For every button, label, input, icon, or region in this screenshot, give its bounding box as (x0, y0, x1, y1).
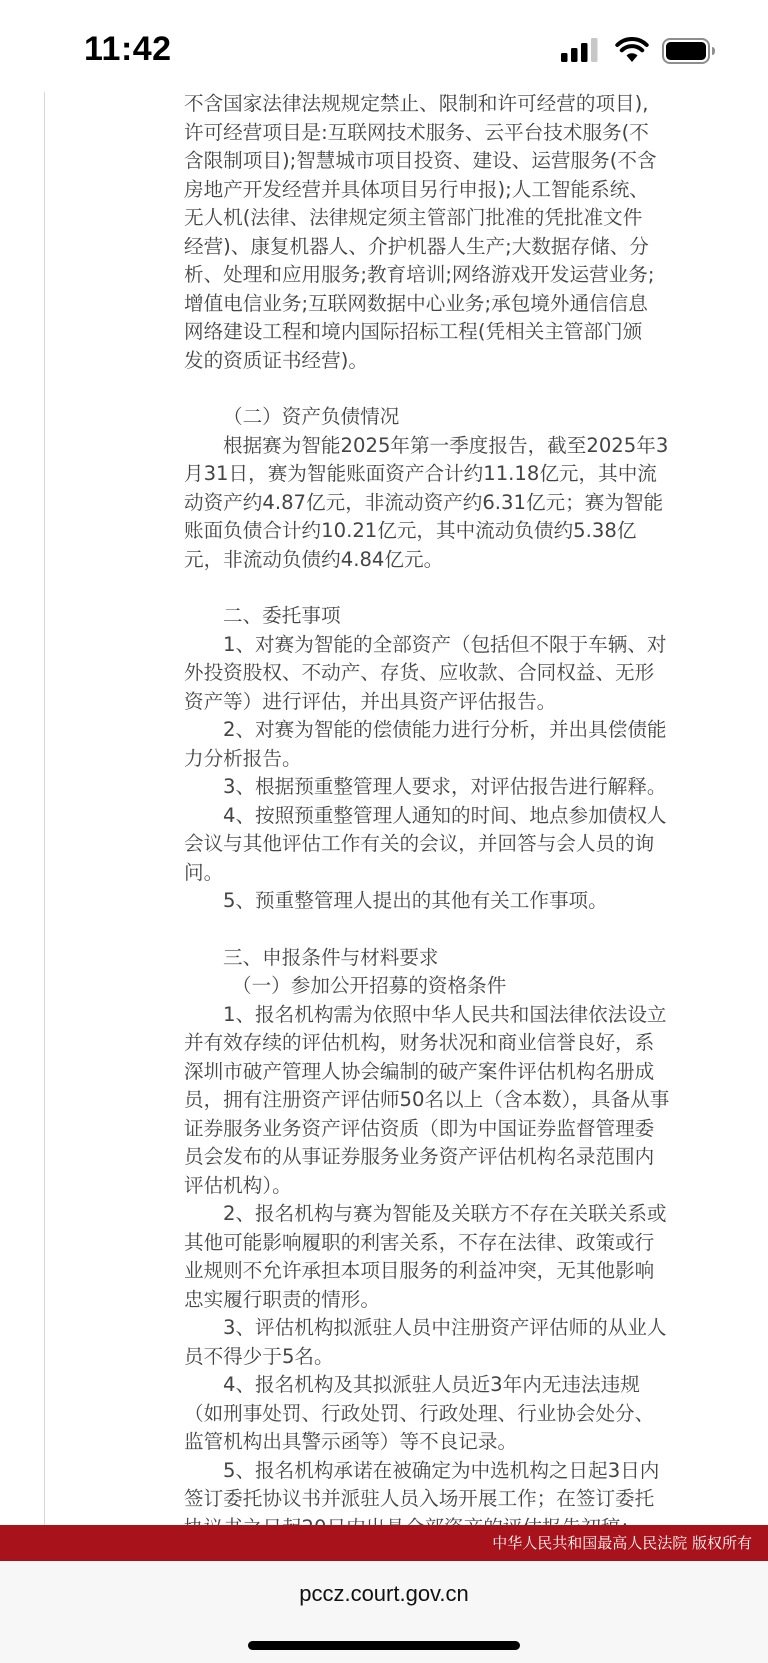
section3-item: 2、报名机构与赛为智能及关联方不存在关联关系或其他可能影响履职的利害关系，不存在法律、政策或行业规则不允许承担本项目服务的利益冲突，无其他影响忠实履行职责的情形。 (184, 1202, 667, 1311)
text-line: 房地产开发经营并具体项目另行申报);人工智能系统、 (184, 177, 649, 201)
section2-item: 5、预重整管理人提出的其他有关工作事项。 (223, 889, 608, 912)
assets-heading: （二）资产负债情况 (223, 405, 400, 428)
text-line: 许可经营项目是:互联网技术服务、云平台技术服务(不 (184, 120, 649, 144)
section2-item: 1、对赛为智能的全部资产（包括但不限于车辆、对外投资股权、不动产、存货、应收款、合同权益、无形资产等）进行评估，并出具资产评估报告。 (184, 632, 667, 713)
text-line: 增值电信业务;互联网数据中心业务;承包境外通信信息 (184, 291, 648, 315)
copyright-text: 中华人民共和国最高人民法院 版权所有 (492, 1534, 752, 1552)
assets-paragraph: 根据赛为智能2025年第一季度报告，截至2025年3月31日，赛为智能账面资产合计约11.18亿元，其中流动资产约4.87亿元，非流动资产约6.31亿元；赛为智能账面负债合计约10.21亿元，其中流动负债约5.38亿元，非流动负债约4.84亿元。 (184, 433, 669, 571)
browser-address-bar[interactable] (0, 1561, 768, 1663)
section3-heading: 三、申报条件与材料要求 (223, 945, 439, 969)
text-line: 析、处理和应用服务;教育培训;网络游戏开发运营业务; (184, 263, 655, 286)
cellular-signal-icon (561, 38, 601, 62)
section3-item: 1、报名机构需为依照中华人民共和国法律依法设立并有效存续的评估机构，财务状况和商业信誉良好，系深圳市破产管理人协会编制的破产案件评估机构名册成员，拥有注册资产评估师50名以上（含本数），具备从事证券服务业务资产评估资质（即为中国证券监督管理委员会发布的从事证券服务业务资产评估机构名录范围内评估机构）。 (184, 1002, 670, 1197)
business-scope-paragraph (184, 90, 670, 375)
text-line: 经营)、康复机器人、介护机器人生产;大数据存储、分 (184, 234, 649, 258)
section2-item: 4、按照预重整管理人通知的时间、地点参加债权人会议与其他评估工作有关的会议，并回答与会人员的询问。 (184, 803, 667, 884)
section2-heading: 二、委托事项 (223, 604, 341, 627)
battery-icon (662, 38, 716, 64)
home-indicator[interactable] (248, 1641, 520, 1650)
left-border-line (44, 92, 45, 1525)
section3-item: 4、报名机构及其拟派驻人员近3年内无违法违规（如刑事处罚、行政处罚、行政处理、行业协会处分、监管机构出具警示函等）等不良记录。 (184, 1373, 655, 1453)
section3-sub-heading: （一）参加公开招募的资格条件 (232, 974, 507, 997)
text-line: 无人机(法律、法律规定须主管部门批准的凭批准文件 (184, 206, 643, 229)
status-bar (0, 0, 768, 92)
section2-item: 3、根据预重整管理人要求，对评估报告进行解释。 (223, 775, 667, 798)
site-footer-bar (0, 1525, 768, 1561)
page-url[interactable]: pccz.court.gov.cn (299, 1581, 469, 1606)
section3-item: 3、评估机构拟派驻人员中注册资产评估师的从业人员不得少于5名。 (184, 1316, 667, 1368)
text-line: 网络建设工程和境内国际招标工程(凭相关主管部门颁 (184, 320, 643, 343)
section2-item: 2、对赛为智能的偿债能力进行分析，并出具偿债能力分析报告。 (184, 718, 667, 770)
wifi-icon (615, 37, 649, 63)
announcement-document (184, 90, 670, 1542)
text-line: 发的资质证书经营)。 (184, 348, 368, 372)
status-time: 11:42 (84, 30, 172, 68)
text-line: 不含国家法律法规规定禁止、限制和许可经营的项目), (184, 92, 649, 115)
text-line: 含限制项目);智慧城市项目投资、建设、运营服务(不含 (184, 149, 657, 172)
section3-item: 5、报名机构承诺在被确定为中选机构之日起3日内签订委托协议书并派驻人员入场开展工作；在签订委托 (184, 1458, 660, 1510)
